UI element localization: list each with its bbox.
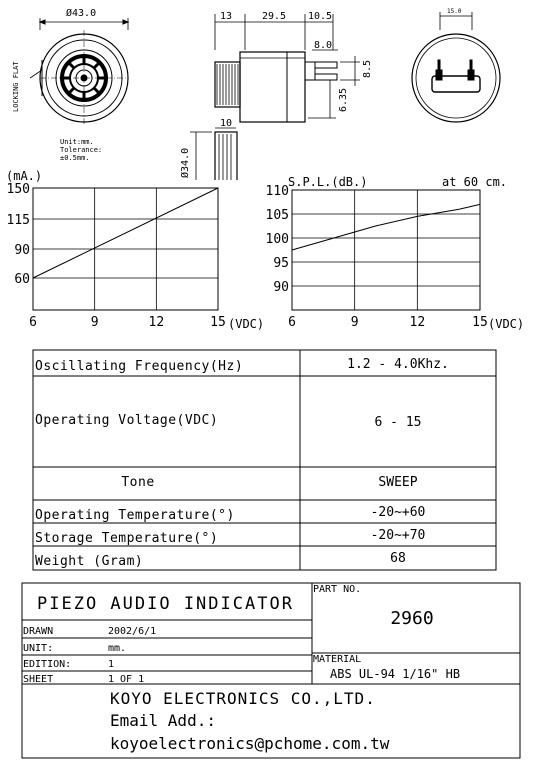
- title-block: [0, 580, 541, 761]
- side-dim-10-5: 10.5: [308, 11, 333, 22]
- spec-label-voltage: Operating Voltage(VDC): [35, 413, 219, 428]
- sheet-label: SHEET: [23, 674, 54, 685]
- current-chart-ticks: [7, 182, 226, 330]
- spl-chart-xlabel: (VDC): [488, 317, 525, 331]
- unit-note-3: ±0.5mm.: [60, 154, 90, 162]
- x-tick-label: 15: [210, 315, 226, 330]
- unit-value: mm.: [108, 643, 127, 654]
- spec-value-voltage: 6 - 15: [374, 415, 422, 430]
- current-chart: [0, 168, 270, 338]
- spec-value-storage-temp: -20~+70: [370, 528, 426, 543]
- material-label: MATERIAL: [313, 654, 362, 665]
- spl-chart-grid: [292, 190, 480, 310]
- unit-note-2: Tolerance:: [60, 146, 103, 154]
- y-tick-label: 115: [6, 213, 30, 228]
- spl-chart-ylabel: S.P.L.(dB.): [288, 175, 368, 189]
- spec-label-storage-temp: Storage Temperature(°): [35, 531, 219, 546]
- spec-value-weight: 68: [390, 551, 406, 566]
- material-value: ABS UL-94 1/16" HB: [330, 667, 461, 681]
- current-chart-series: [33, 188, 218, 278]
- y-tick-label: 90: [273, 280, 289, 295]
- company-name: KOYO ELECTRONICS CO.,LTD.: [110, 689, 376, 708]
- unit-note-1: Unit:mm.: [60, 138, 94, 146]
- current-chart-ylabel: (mA.): [6, 169, 43, 183]
- technical-drawing: [0, 0, 541, 180]
- part-no-label: PART NO.: [313, 584, 362, 595]
- y-tick-label: 60: [14, 272, 30, 287]
- x-tick-label: 6: [29, 315, 37, 330]
- series-line: [33, 188, 218, 278]
- spec-label-weight: Weight (Gram): [35, 554, 144, 569]
- side-dim-13: 13: [220, 11, 233, 22]
- sheet-value: 1 OF 1: [108, 674, 145, 685]
- side-dim-8-0: 8.0: [314, 40, 333, 51]
- spec-value-frequency: 1.2 - 4.0Khz.: [347, 357, 449, 372]
- drawn-label: DRAWN: [23, 626, 54, 637]
- x-tick-label: 12: [409, 315, 426, 330]
- current-chart-xlabel: (VDC): [228, 317, 265, 331]
- title-text: PIEZO AUDIO INDICATOR: [37, 594, 294, 614]
- series-line: [292, 204, 480, 250]
- back-dim-15: 15.0: [447, 8, 462, 15]
- email-label: Email Add.:: [110, 711, 216, 730]
- nut-dim-10: 10: [220, 118, 233, 129]
- side-dim-6-35: 6.35: [338, 87, 349, 112]
- back-view: [412, 12, 500, 122]
- spec-label-frequency: Oscillating Frequency(Hz): [35, 359, 244, 374]
- nut-dim-34: Ø34.0: [180, 147, 191, 178]
- y-tick-label: 100: [265, 232, 289, 247]
- x-tick-label: 9: [350, 315, 359, 330]
- x-tick-label: 12: [148, 315, 165, 330]
- y-tick-label: 90: [14, 243, 30, 258]
- y-tick-label: 110: [265, 184, 289, 199]
- spec-label-operating-temp: Operating Temperature(°): [35, 508, 235, 523]
- spec-value-operating-temp: -20~+60: [370, 505, 426, 520]
- part-no-value: 2960: [390, 608, 434, 629]
- spec-value-tone: SWEEP: [378, 475, 418, 490]
- edition-value: 1: [108, 659, 115, 670]
- unit-label: UNIT:: [23, 643, 54, 654]
- specs-table: [0, 346, 541, 572]
- x-tick-label: 6: [288, 315, 296, 330]
- front-diameter-dim: Ø43.0: [66, 8, 97, 19]
- y-tick-label: 105: [265, 208, 289, 223]
- edition-label: EDITION:: [23, 659, 72, 670]
- spl-chart-ticks: [266, 184, 488, 330]
- side-dim-29-5: 29.5: [262, 11, 287, 22]
- x-tick-label: 15: [472, 315, 488, 330]
- spec-label-tone: Tone: [121, 475, 155, 490]
- x-tick-label: 9: [90, 315, 99, 330]
- email-value: koyoelectronics@pchome.com.tw: [110, 734, 390, 753]
- y-tick-label: 95: [273, 256, 289, 271]
- spl-chart-annotation: at 60 cm.: [442, 175, 508, 189]
- spl-chart: [262, 168, 541, 338]
- plot-frame: [292, 190, 480, 310]
- spl-chart-series: [292, 204, 480, 250]
- y-tick-label: 150: [6, 182, 30, 197]
- side-dim-8-5: 8.5: [362, 59, 373, 78]
- drawn-value: 2002/6/1: [108, 626, 157, 637]
- current-chart-grid: [33, 188, 218, 310]
- locking-flat-label: LOCKING FLAT: [12, 61, 20, 112]
- front-view: [30, 18, 128, 126]
